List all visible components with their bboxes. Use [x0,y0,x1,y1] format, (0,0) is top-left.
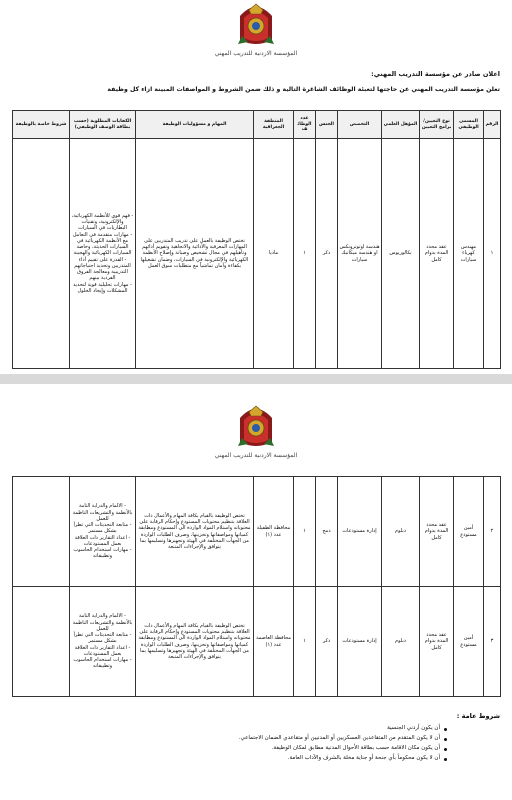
header-competencies: الكفايات المطلوبة (حسب بطاقة الوصف الوظيفي) [70,111,136,139]
bullet-icon [444,728,447,731]
table-row [13,587,501,697]
job-gender: ذكر [316,587,338,697]
job-title: أمين مستودع [454,477,484,587]
job-region: محافظة العاصمة عدد (١) [254,587,294,697]
job-specialty: هندسة اوتوترونكس او هندسة ميكانيك سيارات [338,139,382,369]
job-title: أمين مستودع [454,587,484,697]
table-row [13,139,501,369]
header-duties: المهام و مسؤوليات الوظيفة [136,111,254,139]
job-appointment: عقد محدد المدة بدوام كامل [420,139,454,369]
job-num: ٣ [484,587,501,697]
job-qualification: دبلوم [382,477,420,587]
job-competencies: - الالمام والدراية التامة بالأنظمة والتشريعات الناظمة للعمل - متابعة التحديثات التي تطرأ بشكل مستمر - اعداد التقارير ذات العلاقة بعمل المستودعات - مهارات استخدام الحاسوب وتطبيقاته [70,477,136,587]
job-title: مهندس كهرباء سيارات [454,139,484,369]
header-region: المنطقة الجغرافية [254,111,294,139]
job-count: ١ [294,587,316,697]
condition-item: أن لا يكون المتقدم من المتقاعدين العسكريين أو المدنيين أو متقاعدي الضمان الاجتماعي. [238,735,440,741]
notice-title: اعلان صادر عن مؤسسة التدريب المهني: [371,70,500,78]
job-duties: تختص الوظيفة بالعمل على تدريب المتدربين على المهارات المعرفية والأدائية والاتجاهية وتقويم أدائهم وتأهيلهم في مجال تشخيص وصيانة وإصلاح الأنظمة الكهربائية والإلكترونية في السيارات، وضمان تشغيلها بكفاءة وأمان تماشياً مع متطلبات سوق العمل [136,139,254,369]
table-header-row [13,111,501,139]
condition-item: أن يكون مكان الاقامة حسب بطاقة الأحوال المدنية مطابق لمكان الوظيفة. [271,745,440,751]
header-appointment: نوع التعيين/ برامج التعيين [420,111,454,139]
header-qualification: المؤهل العلمي [382,111,420,139]
condition-item: أن يكون أردني الجنسية [387,725,440,731]
job-appointment: عقد محدد المدة بدوام كامل [420,587,454,697]
job-specialty: إدارة مستودعات [338,477,382,587]
notice-subtitle: تعلن مؤسسة التدريب المهني عن حاجتها لتعبئة الوظائف الشاغرة التالية و ذلك ضمن الشروط و المواصفات المبينة ازاء كل وظيفة [107,86,500,93]
job-appointment: عقد محدد المدة بدوام كامل [420,477,454,587]
job-qualification: دبلوم [382,587,420,697]
header-specialty: التخصص [338,111,382,139]
job-special [13,477,70,587]
header-count: عدد الوظائف [294,111,316,139]
job-region: محافظة الطفيلة عدد (١) [254,477,294,587]
job-gender: ذكر [316,139,338,369]
job-num: ١ [484,139,501,369]
bullet-icon [444,758,447,761]
document-page-1 [0,0,512,374]
header-title: المسمى الوظيفي [454,111,484,139]
coat-of-arms-icon [234,2,278,48]
job-competencies: - فهم قوي للأنظمة الكهربائية، والإلكترونية، وتقنيات البطاريات في السيارات - مهارات متقدمة في التعامل مع الأنظمة الكهربائية في السيارات الحديثة، وخاصة السيارات الكهربائية والهجينة - القدرة على تقييم أداء المتدربين وتحديد احتياجاتهم التدريبية ومعالجة الفروق الفردية بينهم - مهارات تحليلية قوية لتحديد المشكلات وإيجاد الحلول [70,139,136,369]
job-region: ماديا [254,139,294,369]
document-page-2 [0,384,512,800]
header-num: الرقم [484,111,501,139]
jobs-table-page-1 [12,110,501,369]
job-num: ٢ [484,477,501,587]
job-duties: تختص الوظيفة بالقيام بكافة المهام والأعمال ذات العلاقة بتنظيم محتويات المستودع وإحكام الرقابة على محتوياته واستلام المواد الواردة الى المستودع ومطابقة كمياتها ومواصفاتها وتخزينها، وصرف الطلبات الواردة من الجهات المختلفة في الهيئة وتجهيزها وتسليمها بما يتوافق والإجراءات المتبعة [136,587,254,697]
job-duties: تختص الوظيفة بالقيام بكافة المهام والأعمال ذات العلاقة بتنظيم محتويات المستودع وإحكام الرقابة على محتوياته واستلام المواد الواردة الى المستودع ومطابقة كمياتها ومواصفاتها وتخزينها، وصرف الطلبات الواردة من الجهات المختلفة في الهيئة وتجهيزها وتسليمها بما يتوافق والإجراءات المتبعة [136,477,254,587]
job-special [13,587,70,697]
header-gender: الجنس [316,111,338,139]
condition-item: أن لا يكون محكوماً بأي جنحة أو جناية مخلة بالشرف والآداب العامة. [287,755,440,761]
job-qualification: بكالوريوس [382,139,420,369]
coat-of-arms-icon [234,404,278,450]
table-row [13,477,501,587]
job-competencies: - الالمام والدراية التامة بالأنظمة والتشريعات الناظمة للعمل - متابعة التحديثات التي تطرأ بشكل مستمر - اعداد التقارير ذات العلاقة بعمل المستودعات - مهارات استخدام الحاسوب وتطبيقاته [70,587,136,697]
crest-caption: المؤسسة الاردنية للتدريب المهني [214,50,298,57]
job-gender: دمج [316,477,338,587]
bullet-icon [444,748,447,751]
bullet-icon [444,738,447,741]
header-special: شروط خاصة بالوظيفة [13,111,70,139]
job-count: ١ [294,477,316,587]
general-conditions-title: شروط عامة : [456,712,500,720]
job-specialty: إدارة مستودعات [338,587,382,697]
jobs-table-page-2 [12,476,501,697]
job-special [13,139,70,369]
crest-caption: المؤسسة الاردنية للتدريب المهني [214,452,298,459]
job-count: ١ [294,139,316,369]
